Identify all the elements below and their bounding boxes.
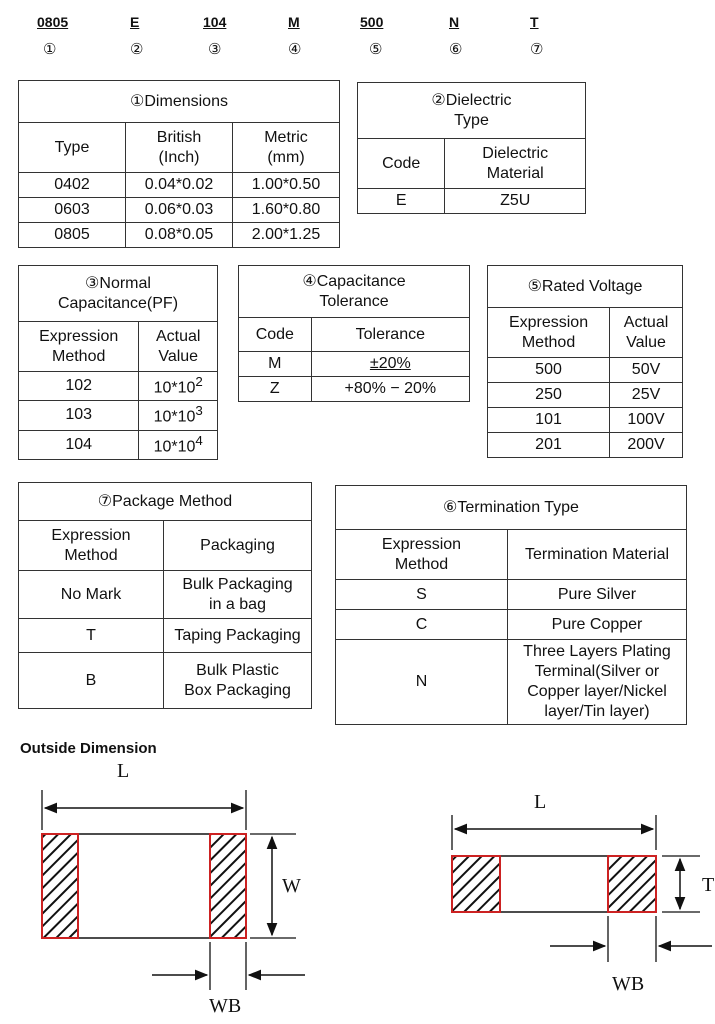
label-wb: WB [209,995,242,1017]
voltage-cell: 100V [610,408,683,433]
voltage-cell: 250 [488,383,610,408]
code-segment-termination: N [449,14,460,30]
code-segment-voltage: 500 [360,14,384,30]
electrode-left-side [452,856,500,912]
capacitance-title: ③Normal Capacitance(PF) [19,266,218,322]
code-segment-package: T [530,14,539,30]
code-number-7: ⑦ [530,41,544,58]
dimensions-cell: 0402 [19,173,126,198]
side-view-diagram [452,791,714,995]
code-segment-dielectric: E [130,14,140,30]
code-number-3: ③ [208,41,222,58]
dimensions-cell: 0.08*0.05 [126,223,233,248]
termination-cell: N [336,640,508,725]
tolerance-cell: ±20% [311,352,469,377]
electrode-right-top [210,834,246,938]
termination-cell: C [336,610,508,640]
label-w: W [282,875,301,897]
capacitance-header-value: Actual Value [139,322,218,372]
dielectric-cell: Z5U [445,189,586,214]
tolerance-cell: M [239,352,312,377]
capacitance-exponent: 4 [195,432,203,448]
package-cell: No Mark [19,571,164,619]
package-title: ⑦Package Method [19,483,312,521]
package-cell: B [19,653,164,709]
dimensions-cell: 1.60*0.80 [233,198,340,223]
label-l: L [117,760,130,782]
dielectric-cell: E [358,189,445,214]
capacitance-exponent: 3 [195,403,203,419]
capacitance-exponent: 2 [195,374,203,389]
code-number-2: ② [130,41,144,58]
dimensions-cell: 0.04*0.02 [126,173,233,198]
capacitance-base: 10*10 [153,408,196,426]
dielectric-header-code: Code [358,139,445,189]
termination-cell: S [336,580,508,610]
voltage-cell: 500 [488,358,610,383]
termination-cell: Pure Silver [508,580,687,610]
code-number-6: ⑥ [449,41,463,58]
dielectric-header-material: Dielectric Material [445,139,586,189]
outside-dimension-heading: Outside Dimension [20,740,157,757]
code-number-5: ⑤ [369,41,383,58]
dimensions-cell: 0603 [19,198,126,223]
package-cell: Taping Packaging [164,619,312,653]
tolerance-cell: Z [239,377,312,402]
capacitance-cell: 104 [19,430,139,459]
tolerance-header-code: Code [239,318,312,352]
capacitance-cell: 103 [19,401,139,430]
termination-cell: Pure Copper [508,610,687,640]
electrode-left-top [42,834,78,938]
dimensions-cell: 2.00*1.25 [233,223,340,248]
dimensions-header-metric: Metric (mm) [233,123,340,173]
voltage-header-method: Expression Method [488,308,610,358]
capacitance-base: 10*10 [153,379,196,397]
voltage-cell: 25V [610,383,683,408]
code-number-1: ① [43,41,57,58]
label-t: T [702,874,715,896]
code-segment-size: 0805 [37,14,69,30]
package-cell: Bulk Packaging in a bag [164,571,312,619]
package-cell: Bulk Plastic Box Packaging [164,653,312,709]
dimensions-cell: 0.06*0.03 [126,198,233,223]
capacitance-base: 10*10 [153,437,196,455]
electrode-right-side [608,856,656,912]
package-cell: T [19,619,164,653]
code-number-4: ④ [288,41,302,58]
dimensions-cell: 0805 [19,223,126,248]
package-header-packaging: Packaging [164,521,312,571]
capacitance-cell: 102 [19,372,139,401]
voltage-cell: 200V [610,433,683,458]
package-header-method: Expression Method [19,521,164,571]
tolerance-title: ④Capacitance Tolerance [239,266,470,318]
dimensions-header-type: Type [19,123,126,173]
termination-header-material: Termination Material [508,530,687,580]
voltage-cell: 201 [488,433,610,458]
dimensions-header-british: British (Inch) [126,123,233,173]
dimensions-title: ①Dimensions [19,81,340,123]
code-segment-capacitance: 104 [203,14,227,30]
top-view-diagram [42,760,305,1017]
tolerance-cell: +80% − 20% [311,377,469,402]
termination-title: ⑥Termination Type [336,486,687,530]
dielectric-title: ②Dielectric Type [358,83,586,139]
capacitance-header-method: Expression Method [19,322,139,372]
termination-header-method: Expression Method [336,530,508,580]
termination-cell: Three Layers Plating Terminal(Silver or Copper layer/Nickel layer/Tin layer) [508,640,687,725]
voltage-header-value: Actual Value [610,308,683,358]
voltage-cell: 50V [610,358,683,383]
voltage-cell: 101 [488,408,610,433]
code-segment-tolerance: M [288,14,300,30]
voltage-title: ⑤Rated Voltage [488,266,683,308]
tolerance-header-tolerance: Tolerance [311,318,469,352]
label-l-side: L [534,791,547,813]
dimensions-cell: 1.00*0.50 [233,173,340,198]
label-wb-side: WB [612,973,645,995]
